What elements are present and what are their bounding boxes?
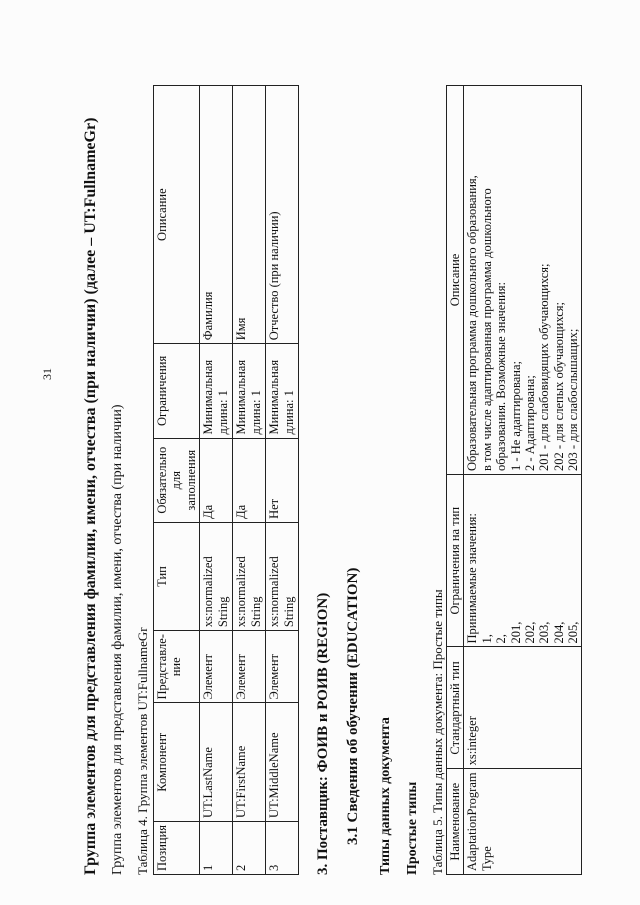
table-cell: Да [233, 438, 266, 522]
header-cell: Тип [154, 522, 200, 630]
table-row [233, 86, 266, 875]
header-cell: Ограничения [154, 344, 200, 438]
table-cell: xs:normalized String [266, 522, 299, 630]
table-cell: Элемент [233, 631, 266, 703]
header-cell: Обязательно для заполнения [154, 438, 200, 522]
header-cell: Компонент [154, 703, 200, 821]
table-cell: Минимальная длина: 1 [266, 344, 299, 438]
types-heading: Типы данных документа [378, 717, 393, 875]
table-cell: Элемент [266, 631, 299, 703]
section-3-heading: 3. Поставщик: ФОИВ и РОИВ (REGION) [315, 592, 331, 875]
table-cell: UT:FirstName [233, 703, 266, 821]
table-row [200, 86, 233, 875]
table-row [266, 86, 299, 875]
restriction-line: 205, [566, 621, 580, 644]
table-cell: 1 [200, 821, 233, 874]
description-line: 1 - Не адаптирована; [508, 360, 523, 471]
header-cell: Представле-ние [154, 631, 200, 703]
restriction-line: 202, [522, 621, 537, 644]
table5-caption: Таблица 5. Типы данных документа: Простые типы [430, 589, 445, 875]
table-cell: Имя [233, 86, 266, 344]
table-cell: Отчество (при наличии) [266, 86, 299, 344]
table-cell: UT:LastName [200, 703, 233, 821]
table-row [464, 86, 582, 875]
type-name-cell: AdaptationProgram Type [464, 769, 582, 875]
header-cell: Стандартный тип [447, 647, 464, 769]
description-line: 203 - для слабослышащих; [566, 328, 580, 471]
restriction-line: Принимаемые значения: [465, 513, 480, 644]
table-cell: Фамилия [200, 86, 233, 344]
simple-types-heading: Простые типы [405, 781, 420, 875]
table-cell: 3 [266, 821, 299, 874]
rotated-content [60, 15, 620, 875]
description-cell [464, 86, 582, 475]
description-line: в том числе адаптированная программа дошкольного [479, 188, 494, 471]
restrictions-cell [464, 474, 582, 647]
section-3-1-heading: 3.1 Сведения об обучении (EDUCATION) [345, 567, 361, 845]
header-cell: Ограничения на тип [447, 474, 464, 647]
description-line: Образовательная программа дошкольного образования, [465, 175, 480, 471]
table4 [153, 85, 299, 875]
table5 [446, 85, 582, 875]
header-cell: Позиция [154, 821, 200, 874]
section-heading: Группа элементов для представления фамилии, имени, отчества (при наличии) (далее – UT:FullnameGr) [82, 117, 99, 875]
table-cell: Нет [266, 438, 299, 522]
table-cell: Минимальная длина: 1 [200, 344, 233, 438]
table-cell: Элемент [200, 631, 233, 703]
table-cell: 2 [233, 821, 266, 874]
table-cell: xs:normalized String [233, 522, 266, 630]
restriction-line: 1, [479, 634, 494, 644]
intro-text: Группа элементов для представления фамилии, имени, отчества (при наличии) [110, 404, 125, 875]
restriction-line: 203, [537, 621, 552, 644]
description-line: 202 - для слепых обучающихся; [551, 302, 566, 471]
header-cell: Наименование [447, 769, 464, 875]
page-number: 31 [40, 368, 54, 380]
table-header-row [154, 86, 200, 875]
restriction-line: 204, [551, 621, 566, 644]
restriction-line: 201, [508, 621, 523, 644]
description-line: 201 - для слабовидящих обучающихся; [537, 263, 552, 471]
table-cell: UT:MiddleName [266, 703, 299, 821]
description-line: 2 - Адаптирована; [522, 375, 537, 471]
header-cell: Описание [447, 86, 464, 475]
table-header-row [447, 86, 464, 875]
table-cell: Минимальная длина: 1 [233, 344, 266, 438]
table4-caption: Таблица 4. Группа элементов UT:FullnameGr [135, 627, 150, 875]
restriction-line: 2, [494, 634, 509, 644]
description-line: образования. Возможные значения: [494, 282, 509, 471]
table-cell: Да [200, 438, 233, 522]
header-cell: Описание [154, 86, 200, 344]
table-cell: xs:normalized String [200, 522, 233, 630]
std-type-cell: xs:integer [464, 647, 582, 769]
